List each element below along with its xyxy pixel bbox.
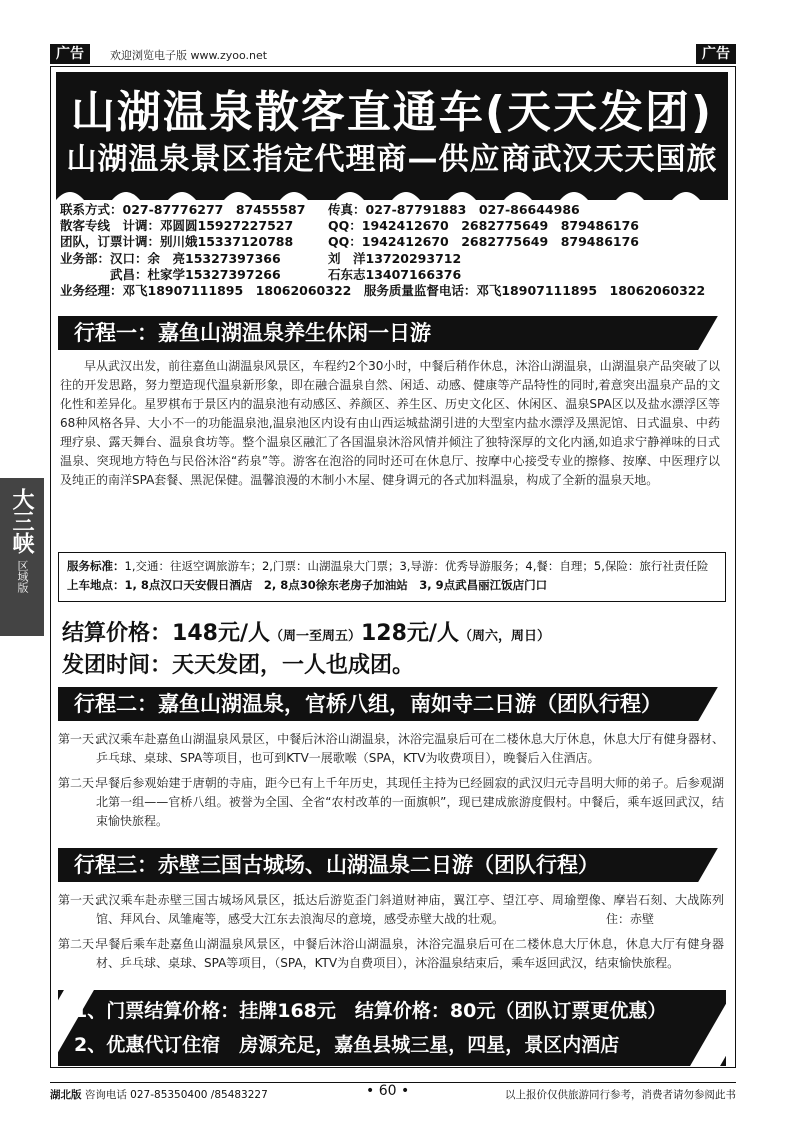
promo-line-1: 1、门票结算价格：挂牌168元 结算价格：80元（团队订票更优惠） — [74, 1000, 667, 1022]
contact-left: 武昌：杜家学15327397266 — [60, 266, 281, 282]
ad-badge-right: 广告 — [696, 44, 736, 64]
trip1-body: 早从武汉出发，前往嘉鱼山湖温泉风景区，车程约2个30小时，中餐后稍作休息，沐浴山湖温泉，山湖温泉产品突破了以往的开发思路，努力塑造现代温泉新形象，即在融合温泉自然、闲适、动感、健康等产品特性的同时,着意突出温泉产品的文化性和差异化。星罗棋布于景区内的温泉池有动感区、养颜区、养生区、历史文化区、休闲区、温泉SPA区以及盐水漂浮区等68种风格各异、大小不一的功能温泉池,温泉池区内设有由山西运城盐湖引进的大型室内盐水漂浮及黑泥馆、日式温泉、中药理疗泉、露天舞台、温泉食坊等。整个温泉区融汇了各国温泉沐浴风情并倾注了独特深厚的文化内涵,如追求宁静禅味的日式温泉、突现地方特色与民俗沐浴“药泉”等。游客在泡浴的同时还可在休息厅、按摩中心接受专业的擦修、按摩、中医理疗以及纯正的南洋SPA套餐、黑泥保健。温馨浪漫的木制小木屋、健身调元的各式加料温泉，构成了全新的温泉天地。 — [60, 359, 720, 487]
price-weekend: 128元/人 — [361, 621, 459, 646]
pickup-row — [67, 576, 717, 595]
day-text: 武汉乘车赴赤壁三国古城场风景区，抵达后游览歪门斜道财神庙，翼江亭、望江亭、周瑜塑像、摩岩石刻、大战陈列馆、拜风台、凤雏庵等，感受大江东去浪淘尽的意境，感受赤壁大战的壮观。 住：赤壁 — [96, 893, 724, 926]
contact-left: 散客专线 计调：邓圆圆15927227527 — [60, 218, 294, 234]
price-weekday-note: （周一至周五） — [269, 629, 361, 644]
contact-row — [60, 218, 730, 234]
promo-line-2: 2、优惠代订住宿 房源充足，嘉鱼县城三星，四星，景区内酒店 — [74, 1034, 620, 1056]
footer-left — [50, 1087, 268, 1102]
day-label: 第二天： — [58, 776, 107, 790]
contact-row — [60, 251, 730, 267]
welcome-text: 欢迎浏览电子版 www.zyoo.net — [110, 49, 268, 62]
footer — [50, 1082, 736, 1102]
service-text: 1,交通：往返空调旅游车；2,门票：山湖温泉大门票；3,导游：优秀导游服务；4,餐：自理；5,保险：旅行社责任险 — [124, 559, 709, 573]
trip2-day2 — [58, 774, 724, 831]
trip2-day1 — [58, 730, 724, 768]
contact-left: 联系方式：027-87776277 87455587 — [60, 202, 306, 217]
ad-badge-left: 广告 — [50, 44, 90, 64]
trip3-day2 — [58, 935, 724, 973]
manager-line: 业务经理：邓飞18907111895 18062060322 服务质量监督电话：邓飞18907111895 18062060322 — [60, 282, 706, 298]
depart-line: 发团时间：天天发团，一人也成团。 — [62, 653, 415, 678]
service-row — [67, 557, 717, 576]
day-label: 第二天： — [58, 937, 107, 951]
side-tab-title: 大三峡 — [9, 488, 35, 554]
manager-row — [60, 283, 730, 299]
page-number: • 60 • — [366, 1083, 410, 1099]
contact-left: 业务部：汉口：余 亮15327397366 — [60, 250, 281, 266]
banner — [56, 72, 728, 200]
contact-right: QQ：1942412670 2682775649 879486176 — [328, 234, 639, 250]
service-label: 服务标准： — [67, 559, 125, 573]
day-label: 第一天： — [58, 732, 107, 746]
contact-right: QQ：1942412670 2682775649 879486176 — [328, 218, 639, 234]
contact-right: 传真：027-87791883 027-86644986 — [328, 202, 580, 217]
trip1-title: 行程一：嘉鱼山湖温泉养生休闲一日游 — [58, 316, 726, 350]
contact-row — [60, 202, 730, 218]
contact-left: 团队，订票计调：别川娥15337120788 — [60, 234, 294, 250]
edition: 湖北版 — [50, 1089, 82, 1101]
day-text: 早餐后乘车赴嘉鱼山湖温泉风景区，中餐后沐浴山湖温泉，沐浴完温泉后可在二楼休息大厅休息，休息大厅有健身器材、乒乓球、桌球、SPA等项目，（SPA，KTV为自费项目），沐浴温泉结束后，乘车返回武汉，结束愉快旅程。 — [96, 937, 724, 970]
top-bar — [50, 44, 736, 66]
side-tab — [0, 478, 44, 636]
day-text: 早餐后参观始建于唐朝的寺庙，距今已有上千年历史，其现任主持为已经圆寂的武汉归元寺昌明大师的弟子。后参观湖北第一组——官桥八组。被誉为全国、全省“农村改革的一面旗帜”，现已建成旅游度假村。中餐后，乘车返回武汉，结束愉快旅程。 — [96, 776, 724, 828]
contact-right: 刘 洋13720293712 — [328, 250, 462, 266]
trip2-title: 行程二：嘉鱼山湖温泉，官桥八组，南如寺二日游（团队行程） — [58, 687, 726, 721]
pickup-label: 上车地点： — [67, 578, 125, 592]
price-line — [62, 616, 722, 647]
day-label: 第一天： — [58, 893, 107, 907]
banner-title: 山湖温泉散客直通车(天天发团) — [70, 87, 714, 138]
contact-right: 石东志13407166376 — [328, 266, 462, 282]
contact-row — [60, 267, 730, 283]
contact-row — [60, 234, 730, 250]
banner-subtitle: 山湖温泉景区指定代理商—供应商武汉天天国旅 — [66, 142, 718, 177]
price-weekend-note: （周六，周日） — [458, 629, 550, 644]
price-weekday: 148元/人 — [172, 621, 270, 646]
trip3-title: 行程三：赤壁三国古城场、山湖温泉二日游（团队行程） — [58, 848, 726, 882]
footer-note: 以上报价仅供旅游同行参考，消费者请勿参阅此书 — [505, 1089, 736, 1101]
day-text: 武汉乘车赴嘉鱼山湖温泉风景区，中餐后沐浴山湖温泉，沐浴完温泉后可在二楼休息大厅休息，休息大厅有健身器材、乒乓球、桌球、SPA等项目，也可到KTV一展歌喉（SPA，KTV为收费项目），晚餐后入住酒店。 — [96, 732, 724, 765]
promo-box — [58, 990, 726, 1066]
price-label: 结算价格： — [62, 621, 173, 646]
trip3-day1 — [58, 891, 724, 929]
wave-ornament — [56, 178, 728, 200]
service-box — [58, 552, 726, 602]
side-tab-subtitle: 区域版 — [16, 560, 29, 593]
contact-block — [60, 202, 730, 299]
phone: 咨询电话 027-85350400 /85483227 — [84, 1089, 268, 1101]
pickup-text: 1, 8点汉口天安假日酒店 2, 8点30徐东老房子加油站 3, 9点武昌丽江饭店门口 — [124, 578, 548, 592]
